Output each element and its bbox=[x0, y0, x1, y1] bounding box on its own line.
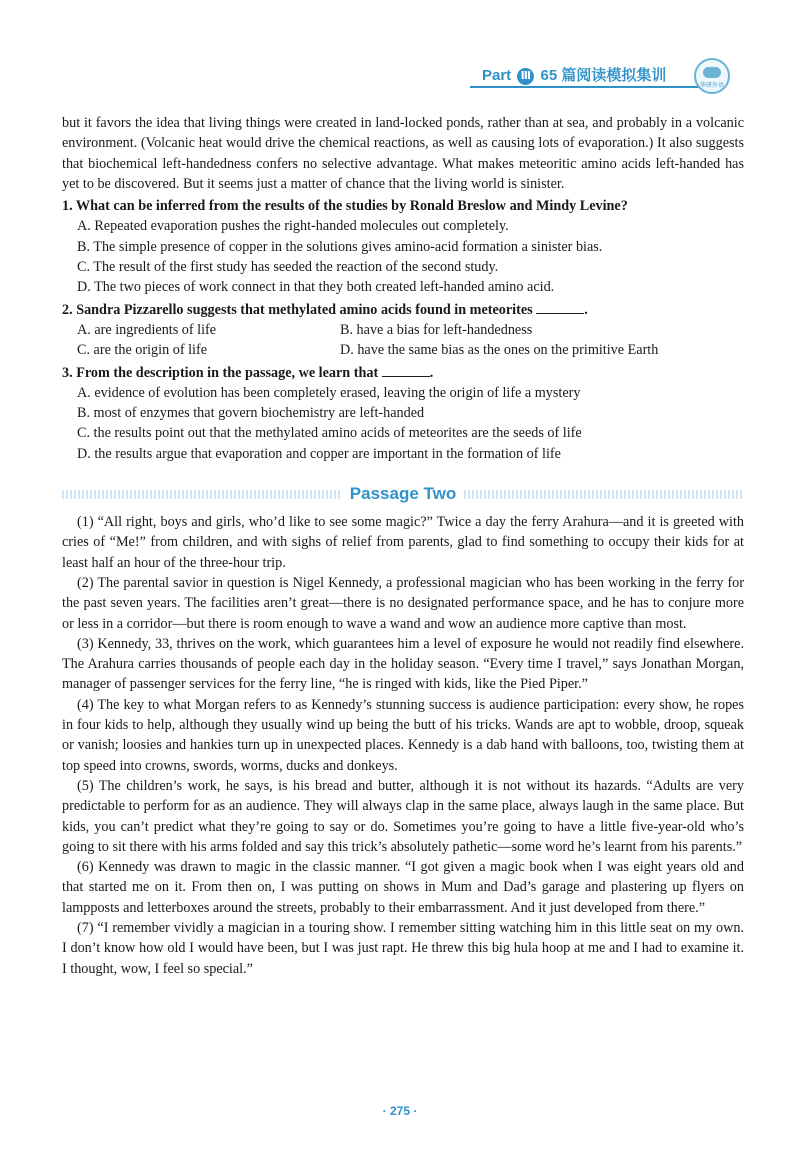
passage-paragraph-1: (1) “All right, boys and girls, who’d like to see some magic?” Twice a day the ferry Arahura—and it is greeted with cries of “Me!” from children, and with sighs of relief from parents, glad to find something to occupy their kids for at least half an hour of the three-hour trip. bbox=[62, 514, 744, 571]
header-rule bbox=[470, 86, 700, 88]
question-3-option-a: A. evidence of evolution has been completely erased, leaving the origin of life a mystery bbox=[77, 384, 581, 401]
header-title-text: 65 篇阅读模拟集训 bbox=[540, 67, 667, 84]
passage-paragraph-3: (3) Kennedy, 33, thrives on the work, which guarantees him a level of exposure he would not readily find elsewhere. The Arahura carries thousands of people each day in the holiday season. “Every time I travel,” says Jonathan Morgan, manager of passenger services for the ferry line, “he is ringed with kids, like the Pied Piper.” bbox=[62, 635, 744, 693]
question-3-stem-text: 3. From the description in the passage, we learn that bbox=[62, 364, 379, 381]
logo-text: 华研外语 bbox=[699, 83, 724, 89]
heading-stripe-right bbox=[464, 490, 744, 499]
part-label: Part bbox=[482, 67, 512, 84]
passage-title: Passage Two bbox=[349, 483, 457, 503]
passage-paragraph-4: (4) The key to what Morgan refers to as Kennedy’s stunning success is audience participation: every show, he ropes in four kids to help, although they usually wind up being the butt of his tricks. Wands are apt to wobble, droop, squeak or vanish; loosies and hankies turn up in unexpected places. Kennedy is a dab hand with balloons, too, twisting them at top speed into crowns, swords, worms, ducks and donkeys. bbox=[62, 696, 744, 774]
passage-paragraph-5: (5) The children’s work, he says, is his bread and butter, although it is not without its hazards. “Adults are very predictable to perform for as an audience. They will always clap in the same place, always laugh in the same place. But kids, you can’t predict what they’re going to say or do. Sometimes you’re going to have a little five-year-old who’s going to sit there with his arms folded and say this trick’s absolutely pathetic—some word he’s learnt from his parents.” bbox=[62, 777, 744, 855]
passage-two-body bbox=[62, 512, 744, 979]
intro-paragraph: but it favors the idea that living things were created in land-locked ponds, rather than at sea, and probably in a volcanic environment. (Volcanic heat would drive the chemical reactions, as well as causing lots of evaporation.) It also suggests that biochemical left-handedness confers no selective advantage. What makes meteoritic amino acids left-handed has yet to be discovered. But it seems just a matter of chance that the living world is sinister. bbox=[62, 115, 744, 192]
question-1-option-c: C. The result of the first study has seeded the reaction of the second study. bbox=[77, 259, 499, 276]
answer-blank bbox=[536, 301, 584, 314]
question-3-stem-end: . bbox=[429, 364, 434, 381]
logo-cloud-icon bbox=[703, 67, 721, 78]
part-number-badge: Ⅲ bbox=[517, 68, 534, 85]
question-3-option-c: C. the results point out that the methylated amino acids of meteorites are the seeds of life bbox=[77, 425, 582, 442]
question-3 bbox=[62, 363, 744, 464]
page-content bbox=[62, 113, 744, 979]
header-title bbox=[482, 64, 666, 85]
question-2-option-b: B. have a bias for left-handedness bbox=[340, 321, 533, 338]
question-3-option-d: D. the results argue that evaporation and copper are important in the formation of life bbox=[77, 445, 561, 462]
passage-paragraph-2: (2) The parental savior in question is Nigel Kennedy, a professional magician who has been working in the ferry for the past seven years. The facilities aren’t great—there is no designated performance space, and he has to conjure more or less in a corridor—but there is room enough to wave a wand and wow an audience more captive than most. bbox=[62, 574, 744, 632]
page-header bbox=[470, 62, 788, 92]
question-2-stem bbox=[62, 300, 744, 320]
question-1-option-a: A. Repeated evaporation pushes the right-handed molecules out completely. bbox=[77, 218, 509, 235]
publisher-logo-icon bbox=[694, 58, 730, 94]
question-3-stem bbox=[62, 363, 744, 383]
page-number: · 275 · bbox=[382, 1104, 418, 1118]
passage-paragraph-7: (7) “I remember vividly a magician in a touring show. I remember sitting watching him in this little seat on my own. I don’t know how old I would have been, but I was just rapt. He threw this big hula hoop at me and I had to examine it. I thought, wow, I feel so special.” bbox=[62, 919, 744, 977]
heading-stripe-left bbox=[62, 490, 342, 499]
answer-blank bbox=[382, 364, 430, 377]
question-2-options-row-2 bbox=[62, 340, 744, 360]
passage-paragraph-6: (6) Kennedy was drawn to magic in the classic manner. “I got given a magic book when I was eight years old and that started me on it. From then on, I was putting on shows in Mum and Dad’s garage and plastering up flyers on lampposts and letterboxes around the streets, probably to their embarrassment. And it just developed from there.” bbox=[62, 859, 744, 916]
question-2 bbox=[62, 300, 744, 361]
question-2-stem-text: 2. Sandra Pizzarello suggests that methylated amino acids found in meteorites bbox=[62, 301, 533, 318]
passage-two-heading bbox=[62, 482, 744, 506]
question-2-option-a: A. are ingredients of life bbox=[77, 321, 217, 338]
question-1 bbox=[62, 196, 744, 297]
question-2-stem-end: . bbox=[584, 301, 588, 318]
question-2-option-d: D. have the same bias as the ones on the primitive Earth bbox=[340, 342, 659, 359]
question-1-stem: 1. What can be inferred from the results of the studies by Ronald Breslow and Mindy Levine? bbox=[62, 198, 628, 215]
question-2-options-row-1 bbox=[62, 320, 744, 340]
question-2-option-c: C. are the origin of life bbox=[77, 342, 208, 359]
question-3-option-b: B. most of enzymes that govern biochemistry are left-handed bbox=[77, 405, 425, 422]
question-1-option-d: D. The two pieces of work connect in that they both created left-handed amino acid. bbox=[77, 279, 555, 296]
question-1-option-b: B. The simple presence of copper in the solutions gives amino-acid formation a sinister bias. bbox=[77, 238, 603, 255]
